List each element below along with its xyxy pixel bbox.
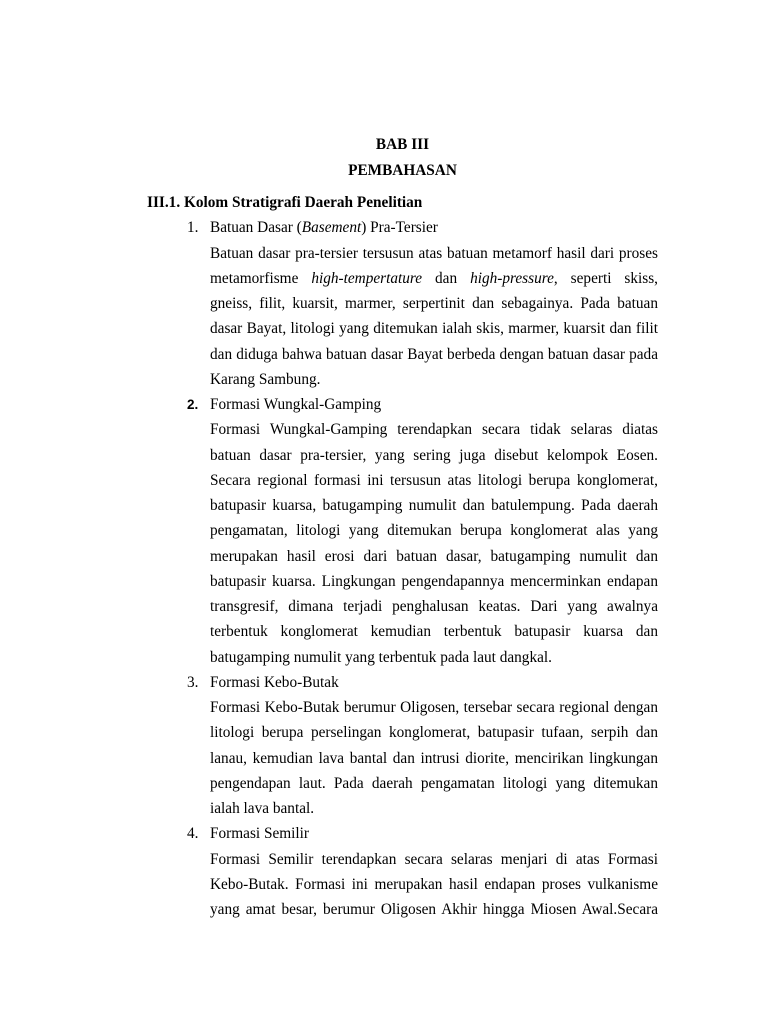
paragraph-line: batuan dasar pra-tersier, yang sering juga disebut kelompok Eosen. (210, 446, 658, 464)
paragraph-line: litologi berupa perselingan konglomerat, batupasir tufaan, serpih dan (210, 724, 658, 742)
paragraph-line: lanau, kemudian lava bantal dan intrusi diorite, mencirikan lingkungan (210, 749, 658, 767)
paragraph-line: yang amat besar, berumur Oligosen Akhir hingga Miosen Awal.Secara (210, 901, 658, 918)
list-item-number: 4. (187, 825, 199, 843)
page-content (147, 132, 658, 922)
title-text: Batuan Dasar ( (210, 219, 302, 237)
paragraph-line: gneiss, filit, kuarsit, marmer, serpertinit dan sebagainya. Pada batuan (210, 295, 658, 312)
title-text: ) Pra-Tersier (361, 219, 438, 237)
list-item-formasi-wungkal-gamping (147, 392, 658, 670)
list-item-title: Formasi Kebo-Butak (210, 673, 339, 691)
list-item-batuan-dasar (147, 215, 658, 392)
paragraph-line (210, 266, 658, 291)
paragraph-line: Karang Sambung. (210, 370, 321, 388)
paragraph-line: ialah lava bantal. (210, 800, 315, 817)
paragraph-line: merupakan hasil erosi dari batuan dasar, batugamping numulit dan (210, 547, 658, 565)
paragraph-line: dasar Bayat, litologi yang ditemukan ialah skis, marmer, kuarsit dan filit (210, 320, 658, 338)
list-item-number: 2. (187, 397, 199, 412)
paragraph-line: dan diduga bahwa batuan dasar Bayat berbeda dengan batuan dasar pada (210, 345, 658, 363)
line-text: metamorfisme (210, 269, 312, 287)
list-item-formasi-semilir (147, 821, 658, 922)
list-item-title (210, 215, 658, 240)
chapter-number: BAB III (375, 136, 430, 153)
paragraph-line: batugamping numulit yang terbentuk pada laut dangkal. (210, 648, 552, 666)
list-item-number: 3. (187, 673, 199, 691)
paragraph-line: Formasi Semilir terendapkan secara selaras menjari di atas Formasi (210, 850, 658, 868)
paragraph-line: terbentuk konglomerat kemudian terbentuk batupasir kuarsa dan (210, 623, 658, 641)
paragraph (210, 241, 658, 393)
italic-term: high-tempertature (311, 269, 423, 287)
paragraph (210, 847, 658, 923)
paragraph-line: Kebo-Butak. Formasi ini merupakan hasil endapan proses vulkanisme (210, 875, 658, 893)
chapter-title: PEMBAHASAN (348, 162, 457, 180)
paragraph-line: Formasi Wungkal-Gamping terendapkan secara tidak selaras diatas (210, 421, 658, 439)
numbered-list (147, 215, 658, 922)
italic-term: high-pressure (470, 269, 554, 287)
paragraph-line: batupasir kuarsa, batugamping numulit dan batulempung. Pada daerah (210, 497, 658, 514)
line-text: , seperti skiss, (553, 269, 658, 287)
list-item-number: 1. (187, 219, 199, 237)
paragraph-line: transgresif, dimana terjadi penghalusan keatas. Dari yang awalnya (210, 598, 658, 615)
paragraph-line: pengamatan, litologi yang ditemukan berupa konglomerat alas yang (210, 522, 658, 540)
paragraph-line: Secara regional formasi ini tersusun atas litologi berupa konglomerat, (210, 471, 658, 489)
section-heading: III.1. Kolom Stratigrafi Daerah Penelitian (147, 194, 423, 211)
line-text: dan (422, 269, 471, 287)
paragraph (210, 417, 658, 670)
list-item-title: Formasi Wungkal-Gamping (210, 396, 382, 413)
paragraph-line: Formasi Kebo-Butak berumur Oligosen, tersebar secara regional dengan (210, 699, 658, 716)
paragraph (210, 695, 658, 821)
paragraph-line: Batuan dasar pra-tersier tersusun atas batuan metamorf hasil dari proses (210, 244, 658, 262)
paragraph-line: pengendapan laut. Pada daerah pengamatan litologi yang ditemukan (210, 774, 658, 792)
paragraph-line: batupasir kuarsa. Lingkungan pengendapannya mencerminkan endapan (210, 572, 658, 590)
italic-term: Basement (301, 219, 362, 237)
list-item-title: Formasi Semilir (210, 825, 310, 843)
list-item-formasi-kebo-butak (147, 670, 658, 822)
